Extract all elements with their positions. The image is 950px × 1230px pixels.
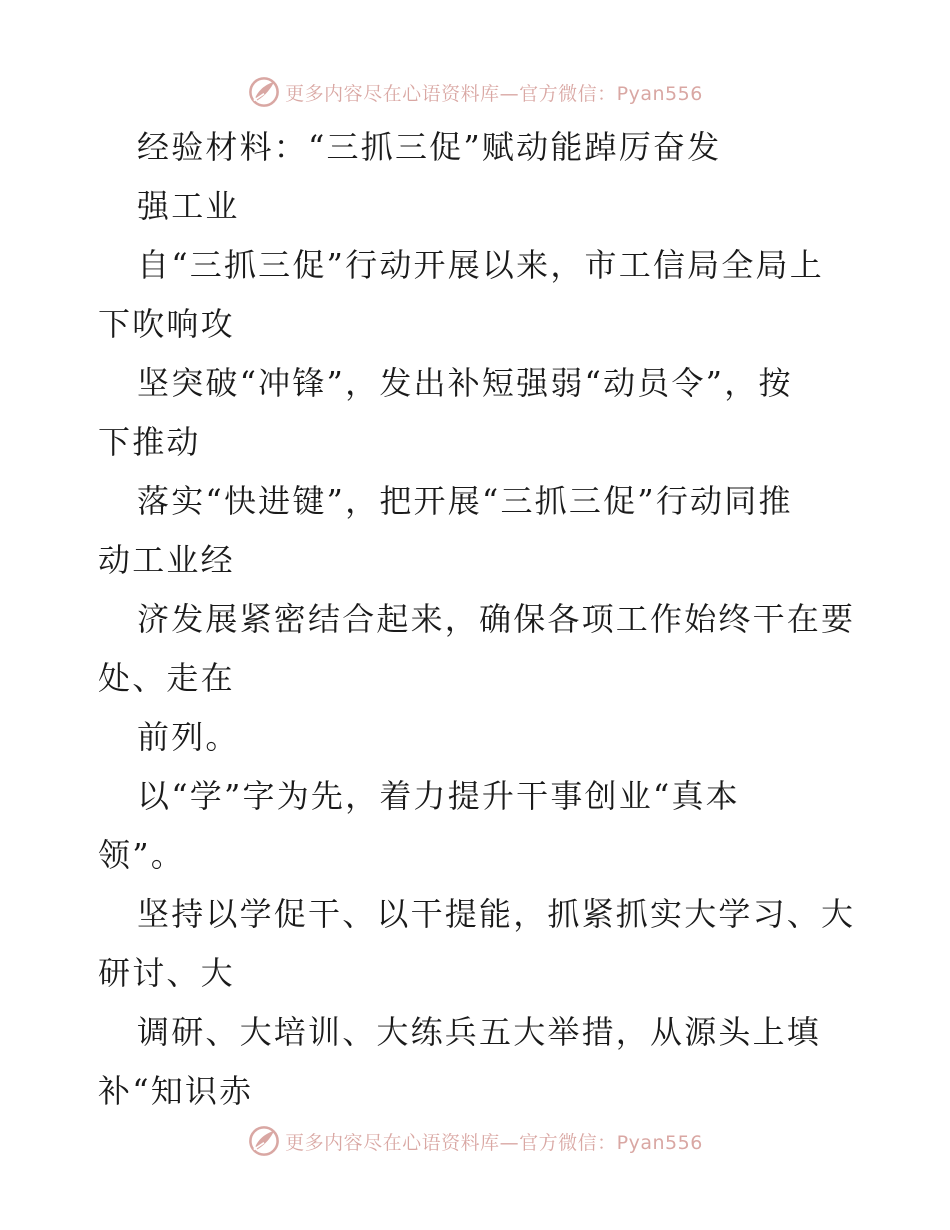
footer-banner bbox=[0, 1121, 950, 1161]
doc-line: 经验材料：“三抓三促”赋动能踔厉奋发 bbox=[137, 128, 722, 166]
ribbon-leaf-logo-icon bbox=[247, 1124, 281, 1158]
doc-line: 坚突破“冲锋”，发出补短强弱“动员令”，按 bbox=[137, 364, 793, 402]
footer-banner-text: 更多内容尽在心语资料库—官方微信：Pyan556 bbox=[285, 1131, 703, 1154]
doc-line: 调研、大培训、大练兵五大举措，从源头上填 bbox=[137, 1013, 822, 1051]
doc-line: 动工业经 bbox=[98, 541, 235, 579]
doc-line: 坚持以学促干、以干提能，抓紧抓实大学习、大 bbox=[137, 895, 856, 933]
doc-line: 下吹响攻 bbox=[98, 305, 235, 343]
doc-line: 补“知识赤 bbox=[98, 1072, 254, 1110]
ribbon-leaf-logo-icon bbox=[247, 75, 281, 109]
doc-line: 济发展紧密结合起来，确保各项工作始终干在要 bbox=[137, 600, 856, 638]
doc-line: 强工业 bbox=[137, 187, 240, 225]
doc-line: 前列。 bbox=[137, 718, 240, 756]
doc-line: 以“学”字为先，着力提升干事创业“真本 bbox=[137, 777, 740, 815]
header-banner bbox=[0, 72, 950, 112]
doc-line: 落实“快进键”，把开展“三抓三促”行动同推 bbox=[137, 482, 793, 520]
header-banner-text: 更多内容尽在心语资料库—官方微信：Pyan556 bbox=[285, 82, 703, 105]
doc-line: 自“三抓三促”行动开展以来，市工信局全局上 bbox=[137, 246, 824, 284]
doc-line: 下推动 bbox=[98, 423, 201, 461]
doc-line: 研讨、大 bbox=[98, 954, 235, 992]
doc-line: 领”。 bbox=[98, 836, 185, 874]
doc-line: 处、走在 bbox=[98, 659, 235, 697]
